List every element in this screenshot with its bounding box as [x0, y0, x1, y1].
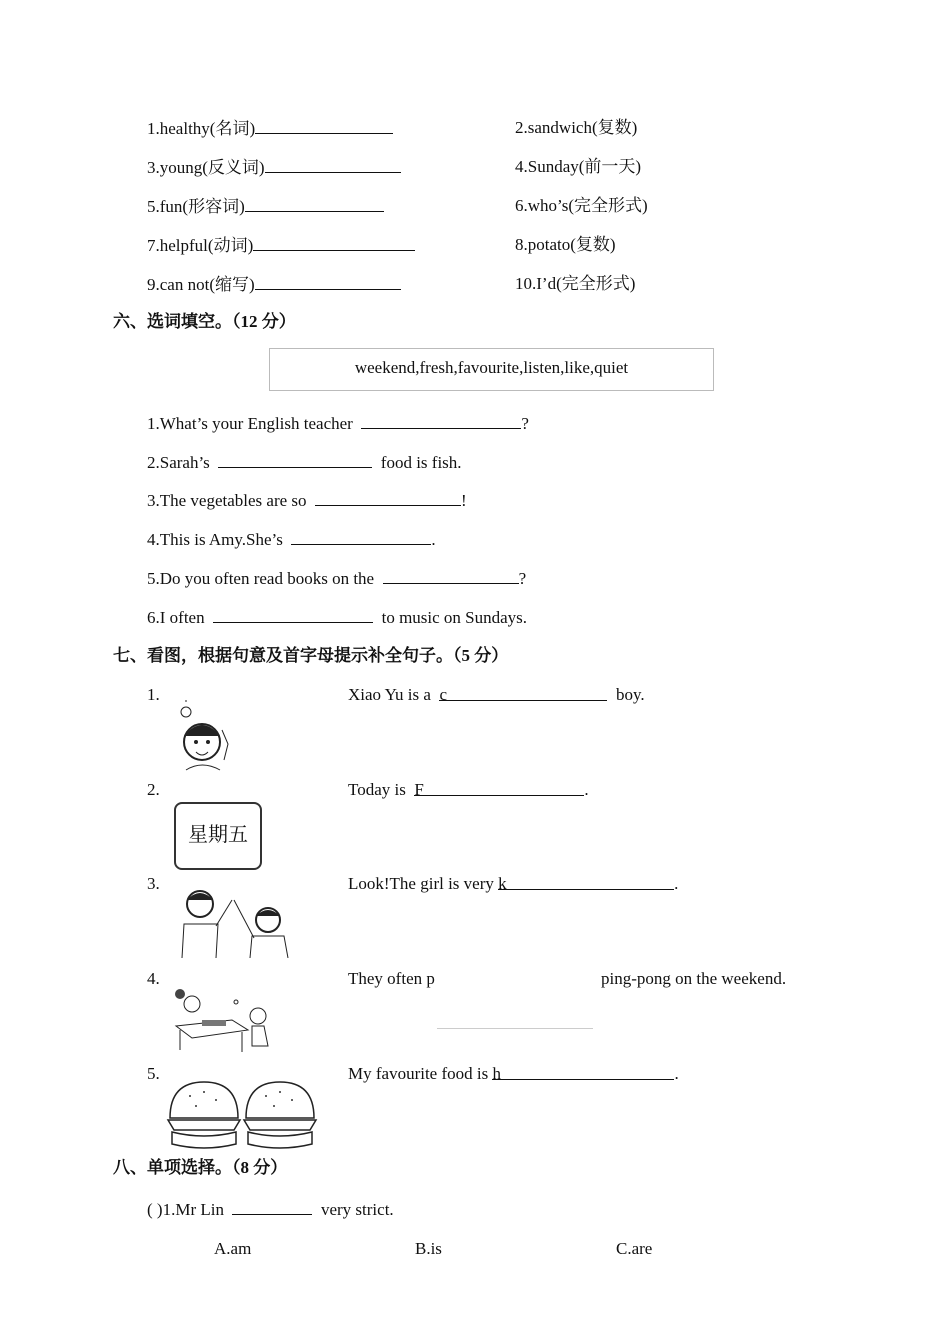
- q-end: !: [461, 491, 467, 510]
- item-7: [147, 234, 415, 257]
- section6-heading: 六、选词填空。（12 分）: [113, 312, 296, 331]
- pic-q1: [348, 684, 645, 706]
- q-end: .: [584, 780, 589, 799]
- num: 3.: [147, 158, 160, 177]
- prompt: helpful(动词): [159, 236, 254, 255]
- num: 2.: [515, 118, 528, 137]
- calendar-image: 星期五: [174, 802, 262, 870]
- answer-blank[interactable]: [315, 489, 461, 506]
- prompt: who’s(完全形式): [527, 196, 648, 215]
- q-text: 5.Do you often read books on the: [147, 569, 375, 588]
- prompt: healthy(名词): [159, 119, 256, 138]
- initial-letter: h: [492, 1064, 501, 1083]
- answer-blank[interactable]: [255, 117, 393, 134]
- pic-q4-end: ping-pong on the weekend.: [601, 969, 787, 988]
- q-end: ?: [521, 414, 529, 433]
- pic-q4-num: 4.: [147, 969, 160, 988]
- option-b[interactable]: B.is: [415, 1239, 442, 1258]
- q-text: 1.What’s your English teacher: [147, 414, 353, 433]
- option-c[interactable]: C.are: [616, 1239, 653, 1258]
- choice-q1: [147, 1198, 394, 1221]
- num: 8.: [515, 235, 528, 254]
- num: 7.: [147, 236, 160, 255]
- q-end: food is fish.: [380, 453, 462, 472]
- prompt: can not(缩写): [159, 275, 255, 294]
- prompt: fun(形容词): [159, 197, 245, 216]
- answer-blank[interactable]: [383, 567, 519, 584]
- answer-paren[interactable]: ( ): [147, 1200, 163, 1219]
- pic-q5: [348, 1063, 679, 1085]
- prompt: Sunday(前一天): [527, 157, 642, 176]
- hamburgers-image: [166, 1080, 324, 1152]
- answer-blank[interactable]: [414, 779, 584, 799]
- pic-q1-num: 1.: [147, 685, 160, 704]
- q-text: 4.This is Amy.She’s: [147, 530, 283, 549]
- answer-blank[interactable]: [245, 195, 384, 212]
- q-text: 3.The vegetables are so: [147, 491, 307, 510]
- q-text: 2.Sarah’s: [147, 453, 210, 472]
- fill-q2: [147, 451, 462, 474]
- item-4: [515, 156, 641, 178]
- initial-letter: F: [414, 780, 424, 799]
- answer-blank[interactable]: [492, 1063, 674, 1083]
- num: 6.: [515, 196, 528, 215]
- pic-q3-num: 3.: [147, 874, 160, 893]
- q-end: ?: [518, 569, 527, 588]
- item-8: [515, 234, 616, 256]
- pic-q4: [348, 968, 435, 990]
- q-end: to music on Sundays.: [381, 608, 528, 627]
- item-6: [515, 195, 648, 217]
- item-2: [515, 117, 637, 139]
- answer-blank[interactable]: [265, 156, 401, 173]
- q-text: My favourite food is: [348, 1064, 489, 1083]
- ping-pong-image: [172, 986, 272, 1058]
- answer-blank[interactable]: [213, 606, 373, 623]
- item-5: [147, 195, 384, 218]
- item-9: [147, 273, 401, 296]
- num: 1.: [147, 119, 160, 138]
- q-end: boy.: [615, 685, 645, 704]
- answer-blank[interactable]: [218, 451, 372, 468]
- q-end: very strict.: [320, 1200, 394, 1219]
- prompt: young(反义词): [159, 158, 265, 177]
- prompt: sandwich(复数): [527, 118, 638, 137]
- answer-blank[interactable]: [439, 684, 607, 704]
- fill-q6: [147, 606, 527, 629]
- section7-heading: 七、看图，根据句意及首字母提示补全句子。（5 分）: [113, 646, 509, 665]
- option-a[interactable]: A.am: [214, 1239, 252, 1258]
- q-text: 6.I often: [147, 608, 205, 627]
- q-text: Xiao Yu is a: [348, 685, 431, 704]
- answer-blank[interactable]: [291, 528, 431, 545]
- item-1: [147, 117, 393, 140]
- boy-idea-image: [172, 700, 242, 772]
- fill-q1: [147, 412, 529, 435]
- initial-letter: k: [498, 874, 507, 893]
- num: 10.: [515, 274, 537, 293]
- num: 9.: [147, 275, 160, 294]
- fill-q4: [147, 528, 436, 551]
- answer-blank[interactable]: [255, 273, 401, 290]
- prompt: I’d(完全形式): [536, 274, 636, 293]
- answer-blank-q4[interactable]: [437, 1028, 593, 1029]
- prompt: potato(复数): [527, 235, 616, 254]
- num: 4.: [515, 157, 528, 176]
- initial-letter: c: [439, 685, 447, 704]
- answer-blank[interactable]: [253, 234, 415, 251]
- word-box: weekend,fresh,favourite,listen,like,quiet: [269, 348, 714, 391]
- pic-q2: [348, 779, 589, 801]
- kids-high-five-image: [172, 886, 296, 958]
- q-text: 1.Mr Lin: [162, 1200, 224, 1219]
- pic-q5-num: 5.: [147, 1064, 160, 1083]
- q-text: Look!The girl is very: [348, 874, 494, 893]
- answer-blank[interactable]: [232, 1198, 312, 1215]
- pic-q2-num: 2.: [147, 780, 160, 799]
- fill-q3: [147, 489, 467, 512]
- answer-blank[interactable]: [498, 873, 674, 893]
- item-10: [515, 273, 635, 295]
- q-text: They often p: [348, 969, 435, 988]
- section8-heading: 八、单项选择。（8 分）: [113, 1158, 288, 1177]
- num: 5.: [147, 197, 160, 216]
- q-end: .: [431, 530, 436, 549]
- item-3: [147, 156, 401, 179]
- answer-blank[interactable]: [361, 412, 521, 429]
- q-end: .: [674, 1064, 679, 1083]
- q-end: .: [674, 874, 679, 893]
- fill-q5: [147, 567, 526, 590]
- q-text: Today is: [348, 780, 406, 799]
- pic-q3: [348, 873, 678, 895]
